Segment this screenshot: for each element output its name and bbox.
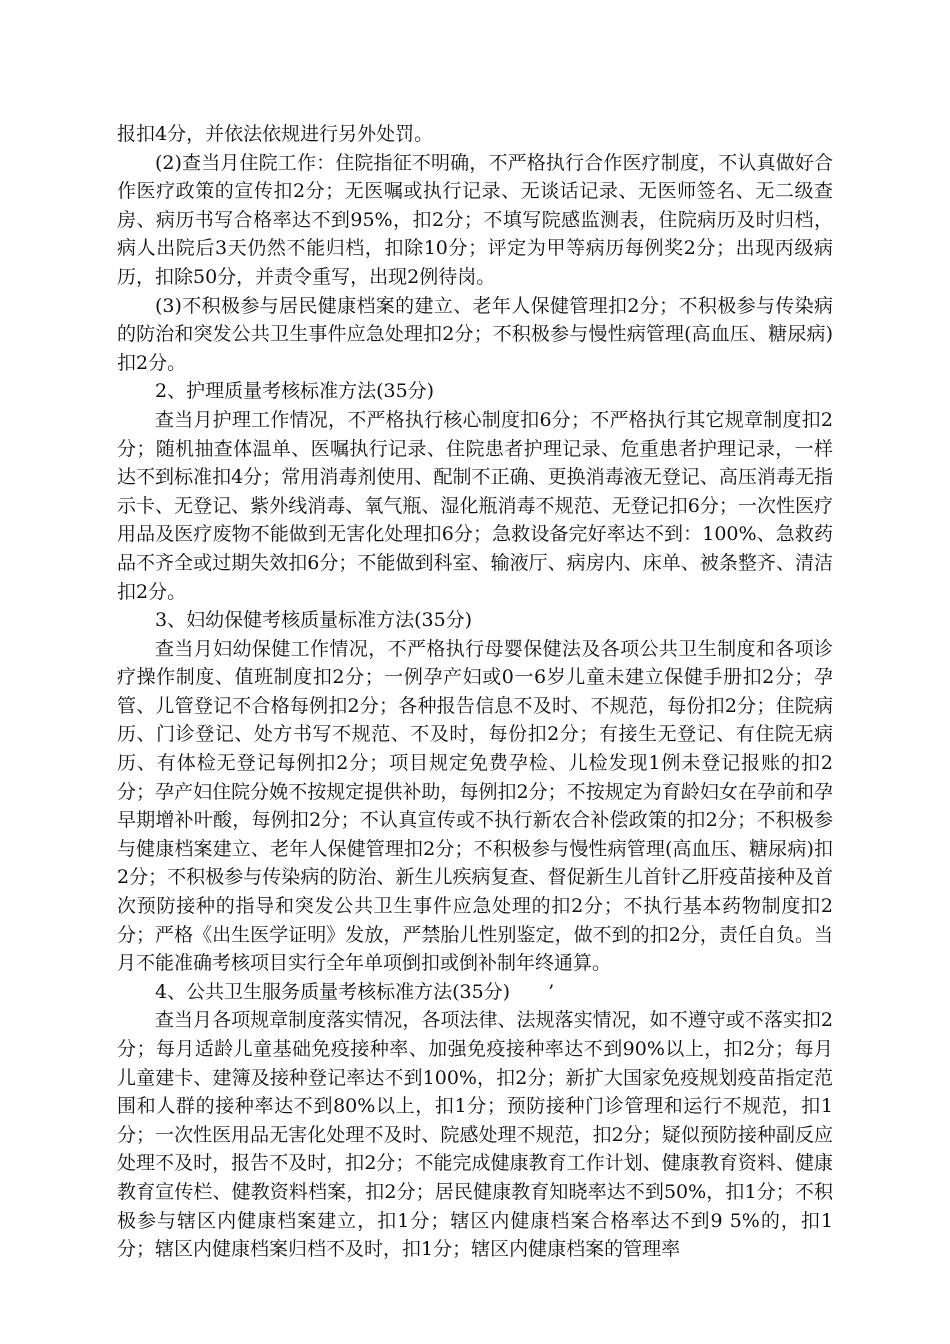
heading-maternal-child-health: 3、妇幼保健考核质量标准方法(35分) [155,609,473,632]
document-body [117,120,833,1264]
heading-public-health: 4、公共卫生服务质量考核标准方法(35分) ’ [155,980,555,1003]
paragraph-maternal-child-health: 查当月妇幼保健工作情况，不严格执行母婴保健法及各项公共卫生制度和各项诊疗操作制度、值班制度扣2分；一例孕产妇或0一6岁儿童未建立保健手册扣2分；孕管、儿管登记不合格每例扣2分；各种报告信息不及时、不规范，每份扣2分；住院病历、门诊登记、处方书写不规范、不及时，每份扣2分；有接生无登记、有住院无病历、有体检无登记每例扣2分；项目规定免费孕检、儿检发现1例未登记报账的扣2分；孕产妇住院分娩不按规定提供补助，每例扣2分；不按规定为育龄妇女在孕前和孕早期增补叶酸，每例扣2分；不认真宣传或不执行新农合补偿政策的扣2分；不积极参与健康档案建立、老年人保健管理扣2分；不积极参与慢性病管理(高血压、糖尿病)扣2分；不积极参与传染病的防治、新生儿疾病复查、督促新生儿首针乙肝疫苗接种及首次预防接种的指导和突发公共卫生事件应急处理的扣2分；不执行基本药物制度扣2分；严格《出生医学证明》发放，严禁胎儿性别鉴定，做不到的扣2分，责任自负。当月不能准确考核项目实行全年单项倒扣或倒补制年终通算。 [117,637,833,975]
paragraph-health-records: (3)不积极参与居民健康档案的建立、老年人保健管理扣2分；不积极参与传染病的防治和突发公共卫生事件应急处理扣2分；不积极参与慢性病管理(高血压、糖尿病)扣2分。 [117,294,833,374]
paragraph-inpatient-work: (2)查当月住院工作：住院指征不明确，不严格执行合作医疗制度，不认真做好合作医疗政策的宣传扣2分；无医嘱或执行记录、无谈话记录、无医师签名、无二级查房、病历书写合格率达不到95%，扣2分；不填写院感监测表，住院病历及时归档，病人出院后3天仍然不能归档，扣除10分；评定为甲等病历每例奖2分；出现丙级病历，扣除50分，并责令重写，出现2例待岗。 [117,151,833,288]
heading-nursing-quality: 2、护理质量考核标准方法(35分) [155,380,435,403]
paragraph-public-health: 查当月各项规章制度落实情况，各项法律、法规落实情况，如不遵守或不落实扣2分；每月适龄儿童基础免疫接种率、加强免疫接种率达不到90%以上，扣2分；每月儿童建卡、建簿及接种登记率达不到100%，扣2分；新扩大国家免疫规划疫苗指定范围和人群的接种率达不到80%以上，扣1分；预防接种门诊管理和运行不规范，扣1分；一次性医用品无害化处理不及时、院感处理不规范，扣2分；疑似预防接种副反应处理不及时，报告不及时，扣2分；不能完成健康教育工作计划、健康教育资料、健康教育宣传栏、健教资料档案，扣2分；居民健康教育知晓率达不到50%，扣1分；不积极参与辖区内健康档案建立，扣1分；辖区内健康档案合格率达不到9 5%的，扣1分；辖区内健康档案归档不及时，扣1分；辖区内健康档案的管理率 [117,1009,833,1261]
paragraph-continuation: 报扣4分，并依法依规进行另外处罚。 [117,123,434,145]
paragraph-nursing-quality: 查当月护理工作情况，不严格执行核心制度扣6分；不严格执行其它规章制度扣2分；随机抽查体温单、医嘱执行记录、住院患者护理记录、危重患者护理记录，一样达不到标准扣4分；常用消毒剂使用、配制不正确、更换消毒液无登记、高压消毒无指示卡、无登记、紫外线消毒、氧气瓶、湿化瓶消毒不规范、无登记扣6分；一次性医疗用品及医疗废物不能做到无害化处理扣6分；急救设备完好率达不到：100%、急救药品不齐全或过期失效扣6分；不能做到科室、输液厅、病房内、床单、被条整齐、清洁扣2分。 [117,408,833,603]
